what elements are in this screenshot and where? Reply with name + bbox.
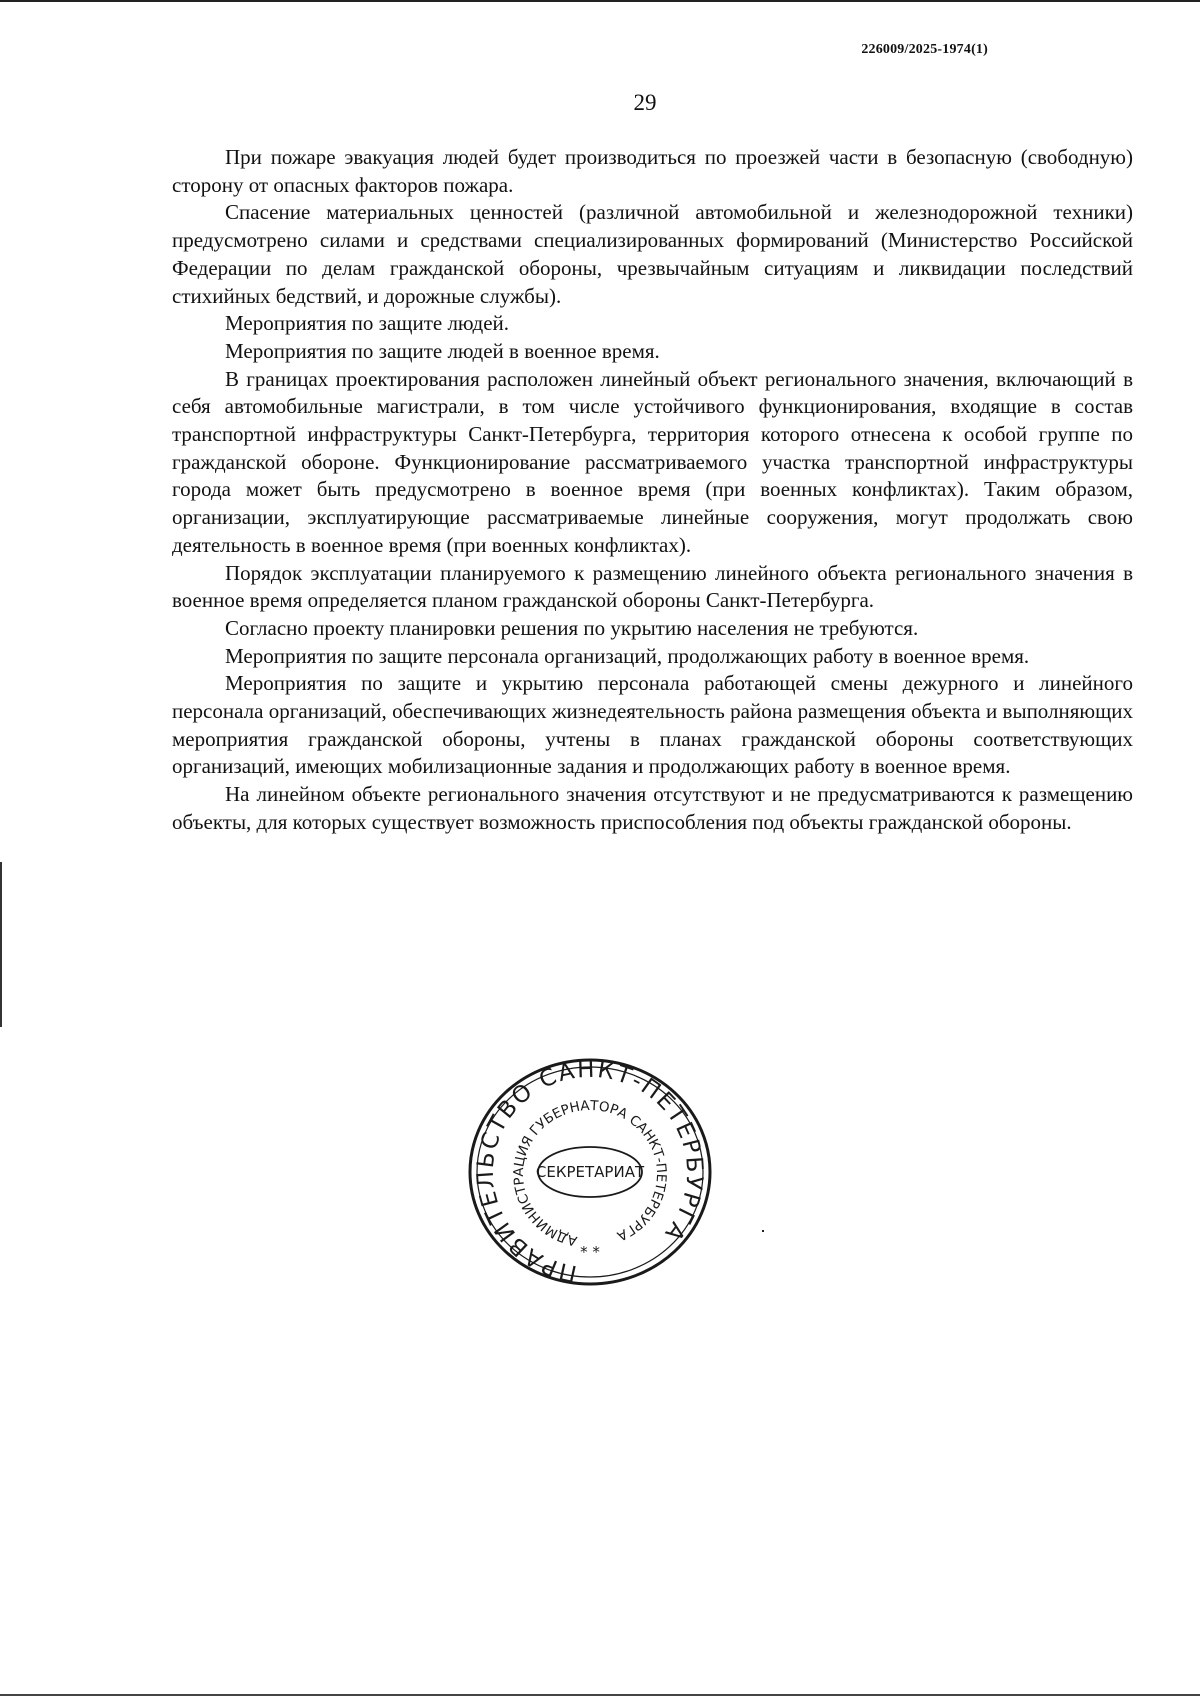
paragraph: Мероприятия по защите и укрытию персонала работающей смены дежурного и линейного персонала организаций, обеспечивающих жизнедеятельность района размещения объекта и выполняющих мероприятия гражданской обороны, учтены в планах гражданской обороны соответствующих организаций, имеющих мобилизационные задания и продолжающих работу в военное время. <box>172 671 1133 779</box>
paragraph: Мероприятия по защите персонала организаций, продолжающих работу в военное время. <box>225 643 1030 668</box>
scan-edge-left <box>0 862 2 1027</box>
seal-center-text: СЕКРЕТАРИАТ <box>535 1163 645 1181</box>
document-body <box>172 144 1133 837</box>
seal-graphic <box>466 1056 714 1288</box>
scan-edge-bottom <box>0 1694 1200 1696</box>
scan-edge-top <box>0 0 1200 2</box>
seal-outer-textpath: ПРАВИТЕЛЬСТВО САНКТ-ПЕТЕРБУРГА <box>472 1056 708 1287</box>
document-number: 226009/2025-1974(1) <box>861 42 988 57</box>
paragraph: Мероприятия по защите людей в военное время. <box>225 338 660 363</box>
paragraph: При пожаре эвакуация людей будет производиться по проезжей части в безопасную (свободную) сторону от опасных факторов пожара. <box>172 145 1133 197</box>
paragraph: Порядок эксплуатации планируемого к размещению линейного объекта регионального значения в военное время определяется планом гражданской обороны Санкт-Петербурга. <box>172 560 1133 613</box>
paragraph: Согласно проекту планировки решения по укрытию населения не требуются. <box>225 615 919 640</box>
seal-inner-textpath: АДМИНИСТРАЦИЯ ГУБЕРНАТОРА САНКТ-ПЕТЕРБУРГА <box>510 1097 670 1249</box>
paragraph: Спасение материальных ценностей (различной автомобильной и железнодорожной техники) предусмотрено силами и средствами специализированных формирований (Министерство Российской Федерации по делам гражданской обороны, чрезвычайным ситуациям и ликвидации последствий стихийных бедствий, и дорожные службы). <box>172 200 1133 308</box>
seal-stars: * * <box>580 1243 600 1261</box>
paragraph: В границах проектирования расположен линейный объект регионального значения, включающий в себя автомобильные магистрали, в том числе устойчивого функционирования, входящие в состав транспортной инфраструктуры Санкт-Петербурга, территория которого отнесена к особой группе по гражданской обороне. Функционирование рассматриваемого участка транспортной инфраструктуры города может быть предусмотрено в военное время (при военных конфликтах). Таким образом, организации, эксплуатирующие рассматриваемые линейные сооружения, могут продолжать свою деятельность в военное время (при военных конфликтах). <box>172 366 1133 557</box>
official-seal-stamp <box>466 1056 714 1288</box>
page-number: 29 <box>633 90 657 115</box>
scan-speck <box>762 1230 764 1232</box>
paragraph: Мероприятия по защите людей. <box>225 311 510 336</box>
paragraph: На линейном объекте регионального значения отсутствуют и не предусматриваются к размещению объекты, для которых существует возможность приспособления под объекты гражданской обороны. <box>172 782 1133 834</box>
